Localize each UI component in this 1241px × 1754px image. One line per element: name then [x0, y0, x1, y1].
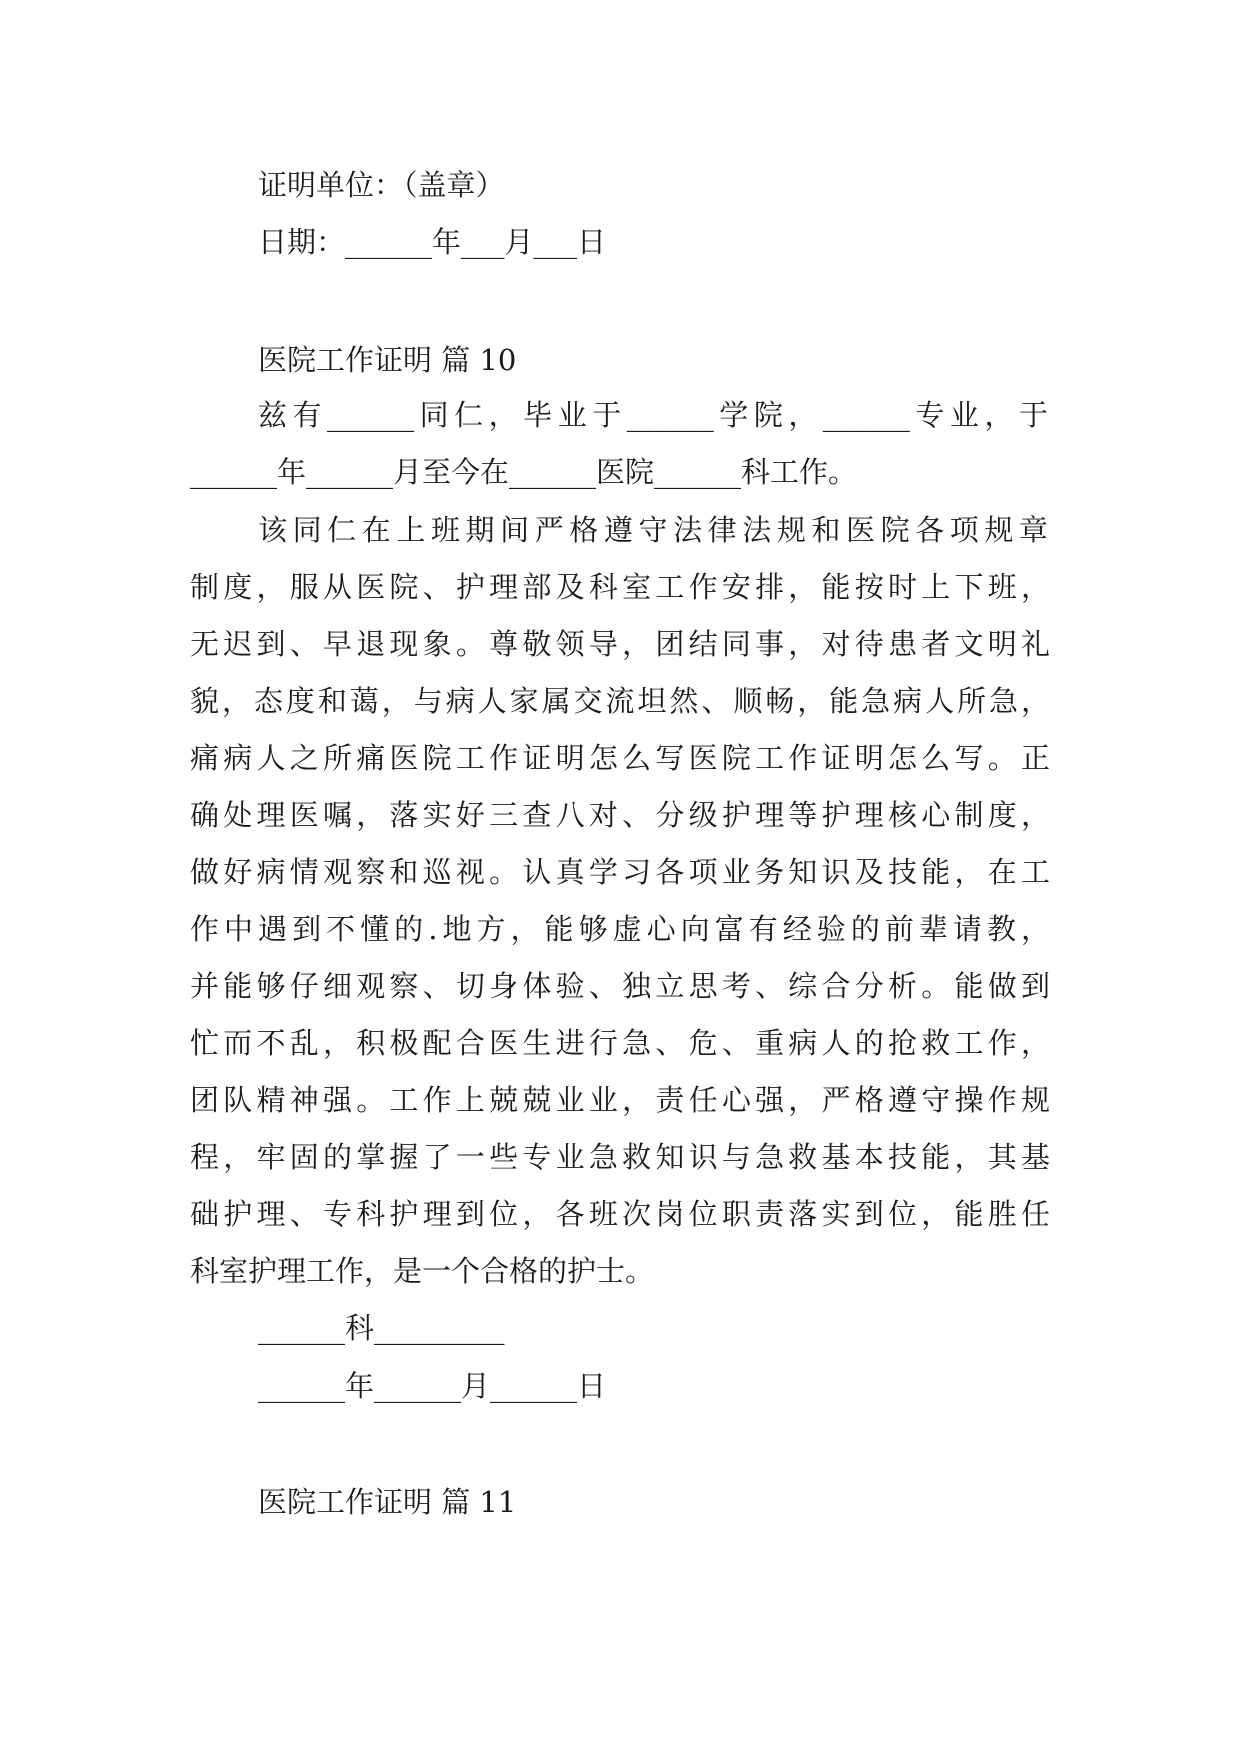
certificate-date-line: 日期：______年___月___日 — [258, 225, 607, 259]
body-line: 础护理、专科护理到位，各班次岗位职责落实到位，能胜任 — [190, 1197, 1050, 1231]
body-line: 科室护理工作，是一个合格的护士。 — [190, 1254, 655, 1288]
body-line: 无迟到、早退现象。尊敬领导，团结同事，对待患者文明礼 — [190, 627, 1050, 661]
body-line: 貌，态度和蔼，与病人家属交流坦然、顺畅，能急病人所急， — [190, 684, 1050, 718]
body-line: 作中遇到不懂的.地方，能够虚心向富有经验的前辈请教， — [190, 912, 1050, 946]
section-heading: 医院工作证明 篇 11 — [258, 1485, 517, 1519]
body-line: 做好病情观察和巡视。认真学习各项业务知识及技能，在工 — [190, 855, 1050, 889]
body-line: 制度，服从医院、护理部及科室工作安排，能按时上下班， — [190, 570, 1050, 604]
intro-line-2: ______年______月至今在______医院______科工作。 — [190, 455, 858, 489]
signature-date-line: ______年______月______日 — [258, 1369, 607, 1403]
intro-line-1: 兹有______同仁，毕业于______学院，______专业，于 — [258, 398, 1048, 432]
body-line: 忙而不乱，积极配合医生进行急、危、重病人的抢救工作， — [190, 1026, 1050, 1060]
body-line: 并能够仔细观察、切身体验、独立思考、综合分析。能做到 — [190, 969, 1050, 1003]
department-line: ______科_________ — [258, 1311, 505, 1345]
certifying-unit-line: 证明单位：（盖章） — [258, 168, 505, 202]
body-line: 该同仁在上班期间严格遵守法律法规和医院各项规章 — [258, 513, 1048, 547]
body-line: 痛病人之所痛医院工作证明怎么写医院工作证明怎么写。正 — [190, 741, 1050, 775]
body-line: 团队精神强。工作上兢兢业业，责任心强，严格遵守操作规 — [190, 1083, 1050, 1117]
body-line: 程，牢固的掌握了一些专业急救知识与急救基本技能，其基 — [190, 1140, 1050, 1174]
section-heading: 医院工作证明 篇 10 — [258, 343, 517, 377]
body-line: 确处理医嘱，落实好三查八对、分级护理等护理核心制度， — [190, 798, 1050, 832]
